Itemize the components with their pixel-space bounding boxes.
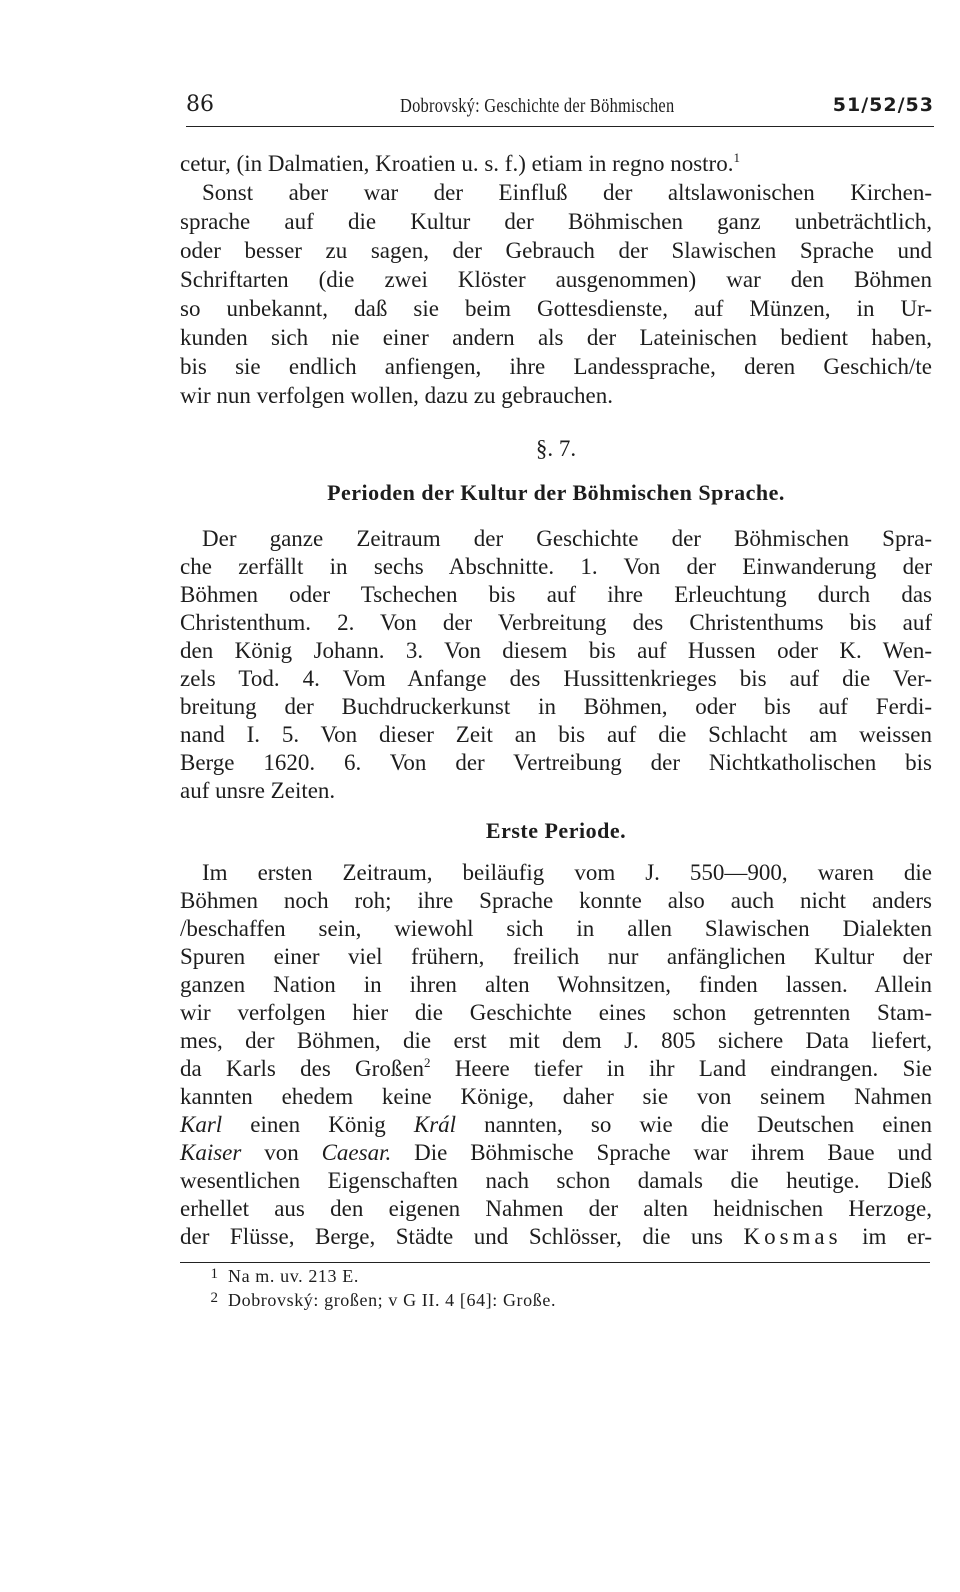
italic-word: Kaiser (180, 1140, 242, 1165)
text-line: zels Tod. 4. Vom Anfange des Hussittenkrieges bis auf die Ver- (180, 666, 932, 691)
text-line: Sonst aber war der Einfluß der altslawonischen Kirchen- (202, 180, 932, 205)
text-line: sprache auf die Kultur der Böhmischen ganz unbeträchtlich, (180, 209, 932, 234)
text-line: Der ganze Zeitraum der Geschichte der Böhmischen Spra- (202, 526, 932, 551)
text-line: mes, der Böhmen, die erst mit dem J. 805 sichere Data liefert, (180, 1028, 932, 1053)
footnote-mark: 2 (210, 1290, 218, 1306)
text-line: Kaiser von Caesar. Die Böhmische Sprache war ihrem Baue und (180, 1140, 932, 1165)
section-title: Perioden der Kultur der Böhmischen Sprache. (327, 480, 785, 505)
text-line: bis sie endlich anfiengen, ihre Landessprache, deren Geschich/te (180, 354, 932, 379)
page-header (186, 92, 934, 127)
text-line: wesentlichen Eigenschaften nach schon damals die heutige. Dieß (180, 1168, 932, 1193)
italic-word: Caesar. (321, 1140, 392, 1165)
section-number: §. 7. (535, 436, 577, 461)
text-line: kannten ehedem keine Könige, daher sie von seinem Nahmen (180, 1084, 932, 1109)
italic-word: Král (413, 1112, 457, 1137)
footnote-reference: 2 (424, 1055, 431, 1070)
text-line: oder besser zu sagen, der Gebrauch der Slawischen Sprache und (180, 238, 932, 263)
text-line: der Flüsse, Berge, Städte und Schlösser, die uns Kosmas im er- (180, 1224, 932, 1249)
text-line: wir nun verfolgen wollen, dazu zu gebrauchen. (180, 383, 614, 408)
page-number: 86 (186, 92, 214, 117)
text-line: che zerfällt in sechs Abschnitte. 1. Von der Einwanderung der (180, 554, 932, 579)
footnote (180, 1266, 932, 1287)
text-line: Schriftarten (die zwei Klöster ausgenommen) war den Böhmen (180, 267, 932, 292)
text-line: breitung der Buchdruckerkunst in Böhmen, oder bis auf Ferdi- (180, 694, 932, 719)
text-line: Böhmen oder Tschechen bis auf ihre Erleuchtung durch das (180, 582, 932, 607)
text-line: Karl einen König Král nannten, so wie die Deutschen einen (180, 1112, 933, 1137)
text-line: auf unsre Zeiten. (180, 778, 336, 803)
italic-word: Karl (180, 1112, 223, 1137)
text-line: da Karls des Großen$^2$ Heere tiefer in ihr Land eindrangen. Sie (180, 1055, 932, 1081)
text-line: nand I. 5. Von dieser Zeit an bis auf die Schlacht am weissen (180, 722, 932, 747)
footnote-text: Dobrovský: großen; v G II. 4 [64]: Große. (228, 1290, 557, 1310)
text-line: so unbekannt, daß sie beim Gottesdienste, auf Münzen, in Ur- (180, 296, 932, 321)
text-line: wir verfolgen hier die Geschichte eines schon getrennten Stam- (180, 1000, 932, 1025)
footnote (180, 1290, 932, 1311)
text-line: erhellet aus den eigenen Nahmen der alten heidnischen Herzoge, (180, 1196, 932, 1221)
footnote-rule (180, 1262, 930, 1263)
spaced-name: Kosmas (743, 1224, 842, 1249)
text-line: /beschaffen sein, wiewohl sich in allen Slawischen Dialekten (180, 916, 932, 941)
text-line: ganzen Nation in ihren alten Wohnsitzen, finden lassen. Allein (180, 972, 932, 997)
text-line: den König Johann. 3. Von diesem bis auf Hussen oder K. Wen- (180, 638, 932, 663)
text-line: Spuren einer viel frühern, freilich nur anfänglichen Kultur der (180, 944, 932, 969)
footnote-text: Na m. uv. 213 E. (228, 1266, 359, 1286)
text-line: Christenthum. 2. Von der Verbreitung des Christenthums bis auf (180, 610, 932, 635)
period-title: Erste Periode. (485, 818, 627, 843)
running-title: Dobrovský: Geschichte der Böhmischen (400, 95, 675, 117)
text-line: Berge 1620. 6. Von der Vertreibung der Nichtkatholischen bis (180, 750, 932, 775)
text-line: kunden sich nie einer andern als der Lateinischen bedient haben, (180, 325, 932, 350)
text-line: Im ersten Zeitraum, beiläufig vom J. 550—900, waren die (202, 860, 932, 885)
footnote-reference: 1 (733, 150, 740, 165)
folio-number: 51/52/53 (832, 94, 934, 116)
text-line: Böhmen noch roh; ihre Sprache konnte also auch nicht anders (180, 888, 932, 913)
text-line: cetur, (in Dalmatien, Kroatien u. s. f.) etiam in regno nostro.$^1$ (180, 150, 740, 176)
footnote-mark: 1 (210, 1266, 218, 1282)
